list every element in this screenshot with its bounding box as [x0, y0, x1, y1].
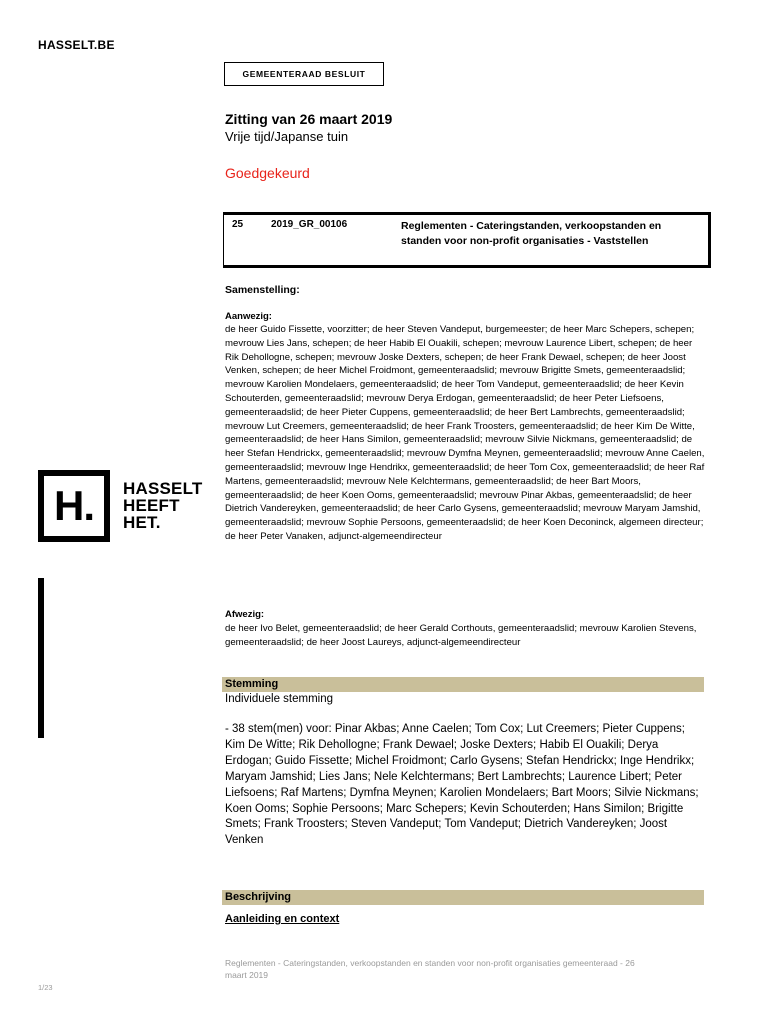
absent-label: Afwezig:: [225, 609, 265, 620]
session-title: Zitting van 26 maart 2019: [225, 111, 393, 127]
logo-letter: H.: [54, 482, 94, 529]
description-heading: Beschrijving: [225, 891, 292, 903]
voting-heading: Stemming: [225, 678, 279, 690]
hasselt-logo-text: [123, 480, 202, 531]
present-label: Aanwezig:: [225, 311, 272, 322]
voting-result: - 38 stem(men) voor: Pinar Akbas; Anne Caelen; Tom Cox; Lut Creemers; Pieter Cuppens; Kim De Witte; Rik Dehollogne; Frank Dewael; Joske Dexters; Habib El Ouakili; Derya Erdogan; Guido Fissette; Michel Froidmont; Carlo Gysens; Stefan Hendrickx; Inge Hendrikx; Maryam Jamshid; Lies Jans; Nele Kelchtermans; Bert Lambrechts; Laurence Libert; Peter Liefsoens; Raf Martens; Dymfna Meynen; Karolien Mondelaers; Bart Moors; Silvie Nickmans; Koen Ooms; Sophie Persoons; Marc Schepers; Kevin Schouterden; Hans Similon; Brigitte Smets; Frank Troosters; Steven Vandeput; Tom Vandeput; Dietrich Vandereyken; Joost Venken: [225, 723, 699, 847]
decision-title: Reglementen - Cateringstanden, verkoopstanden en standen voor non-profit organisaties - Vaststellen: [401, 220, 662, 247]
composition-heading: Samenstelling:: [225, 284, 300, 296]
logo-line: HASSELT: [123, 479, 203, 498]
agenda-number: 25: [232, 219, 244, 230]
hasselt-logo-mark: [38, 470, 110, 542]
approval-status: Goedgekeurd: [225, 165, 310, 181]
present-members-text: de heer Guido Fissette, voorzitter; de heer Steven Vandeput, burgemeester; de heer Marc Schepers, schepen; mevrouw Lies Jans, schepen; de heer Habib El Ouakili, schepen; mevrouw Laurence Libert, schepen; de heer Rik Dehollogne, schepen; mevrouw Joske Dexters, schepen; de heer Frank Dewael, schepen; de heer Joost Venken, schepen; de heer Michel Froidmont, gemeenteraadslid; mevrouw Brigitte Smets, gemeenteraadslid; mevrouw Karolien Mondelaers, gemeenteraadslid; de heer Tom Vandeput, gemeenteraadslid; de heer Kevin Schouterden, gemeenteraadslid; mevrouw Derya Erdogan, gemeenteraadslid; de heer Peter Liefsoens, gemeenteraadslid; de heer Pieter Cuppens, gemeenteraadslid; de heer Bert Lambrechts, gemeenteraadslid; mevrouw Lut Creemers, gemeenteraadslid; de heer Frank Troosters, gemeenteraadslid; de heer Kim De Witte, gemeenteraadslid; de heer Hans Similon, gemeenteraadslid; mevrouw Silvie Nickmans, gemeenteraadslid; de heer Stefan Hendrickx, gemeenteraadslid; mevrouw Dymfna Meynen, gemeenteraadslid; mevrouw Anne Caelen, gemeenteraadslid; mevrouw Inge Hendrikx, gemeenteraadslid; de heer Tom Cox, gemeenteraadslid; de heer Raf Martens, gemeenteraadslid; mevrouw Nele Kelchtermans, gemeenteraadslid; de heer Bart Moors, gemeenteraadslid; de heer Koen Ooms, gemeenteraadslid; mevrouw Pinar Akbas, gemeenteraadslid; de heer Dietrich Vandereyken, gemeenteraadslid; de heer Carlo Gysens, gemeenteraadslid; mevrouw Maryam Jamshid, gemeenteraadslid; mevrouw Sophie Persoons, gemeenteraadslid; de heer Koen Deconinck, algemeen directeur; de heer Peter Vanaken, adjunct-algemeendirecteur: [225, 324, 705, 542]
document-type-label: [224, 62, 384, 86]
document-type-text: GEMEENTERAAD BESLUIT: [242, 69, 366, 79]
logo-line: HET.: [123, 513, 161, 532]
context-heading: Aanleiding en context: [225, 913, 340, 925]
voting-section-bar: [222, 677, 704, 692]
logo-line: HEEFT: [123, 496, 180, 515]
brand-header: HASSELT.BE: [38, 38, 115, 52]
session-subtitle: Vrije tijd/Japanse tuin: [225, 129, 349, 144]
description-section-bar: [222, 890, 704, 905]
side-accent-bar: [38, 578, 44, 738]
page-number: 1/23: [38, 983, 53, 992]
page-footer: Reglementen - Cateringstanden, verkoopstanden en standen voor non-profit organisaties gemeenteraad - 26 maart 2019: [225, 958, 635, 980]
decision-code: 2019_GR_00106: [271, 219, 348, 230]
voting-type: Individuele stemming: [225, 693, 334, 705]
absent-members-text: de heer Ivo Belet, gemeenteraadslid; de heer Gerald Corthouts, gemeenteraadslid; mevrouw Karolien Stevens, gemeenteraadslid; de heer Joost Laureys, adjunct-algemeendirecteur: [225, 623, 697, 648]
